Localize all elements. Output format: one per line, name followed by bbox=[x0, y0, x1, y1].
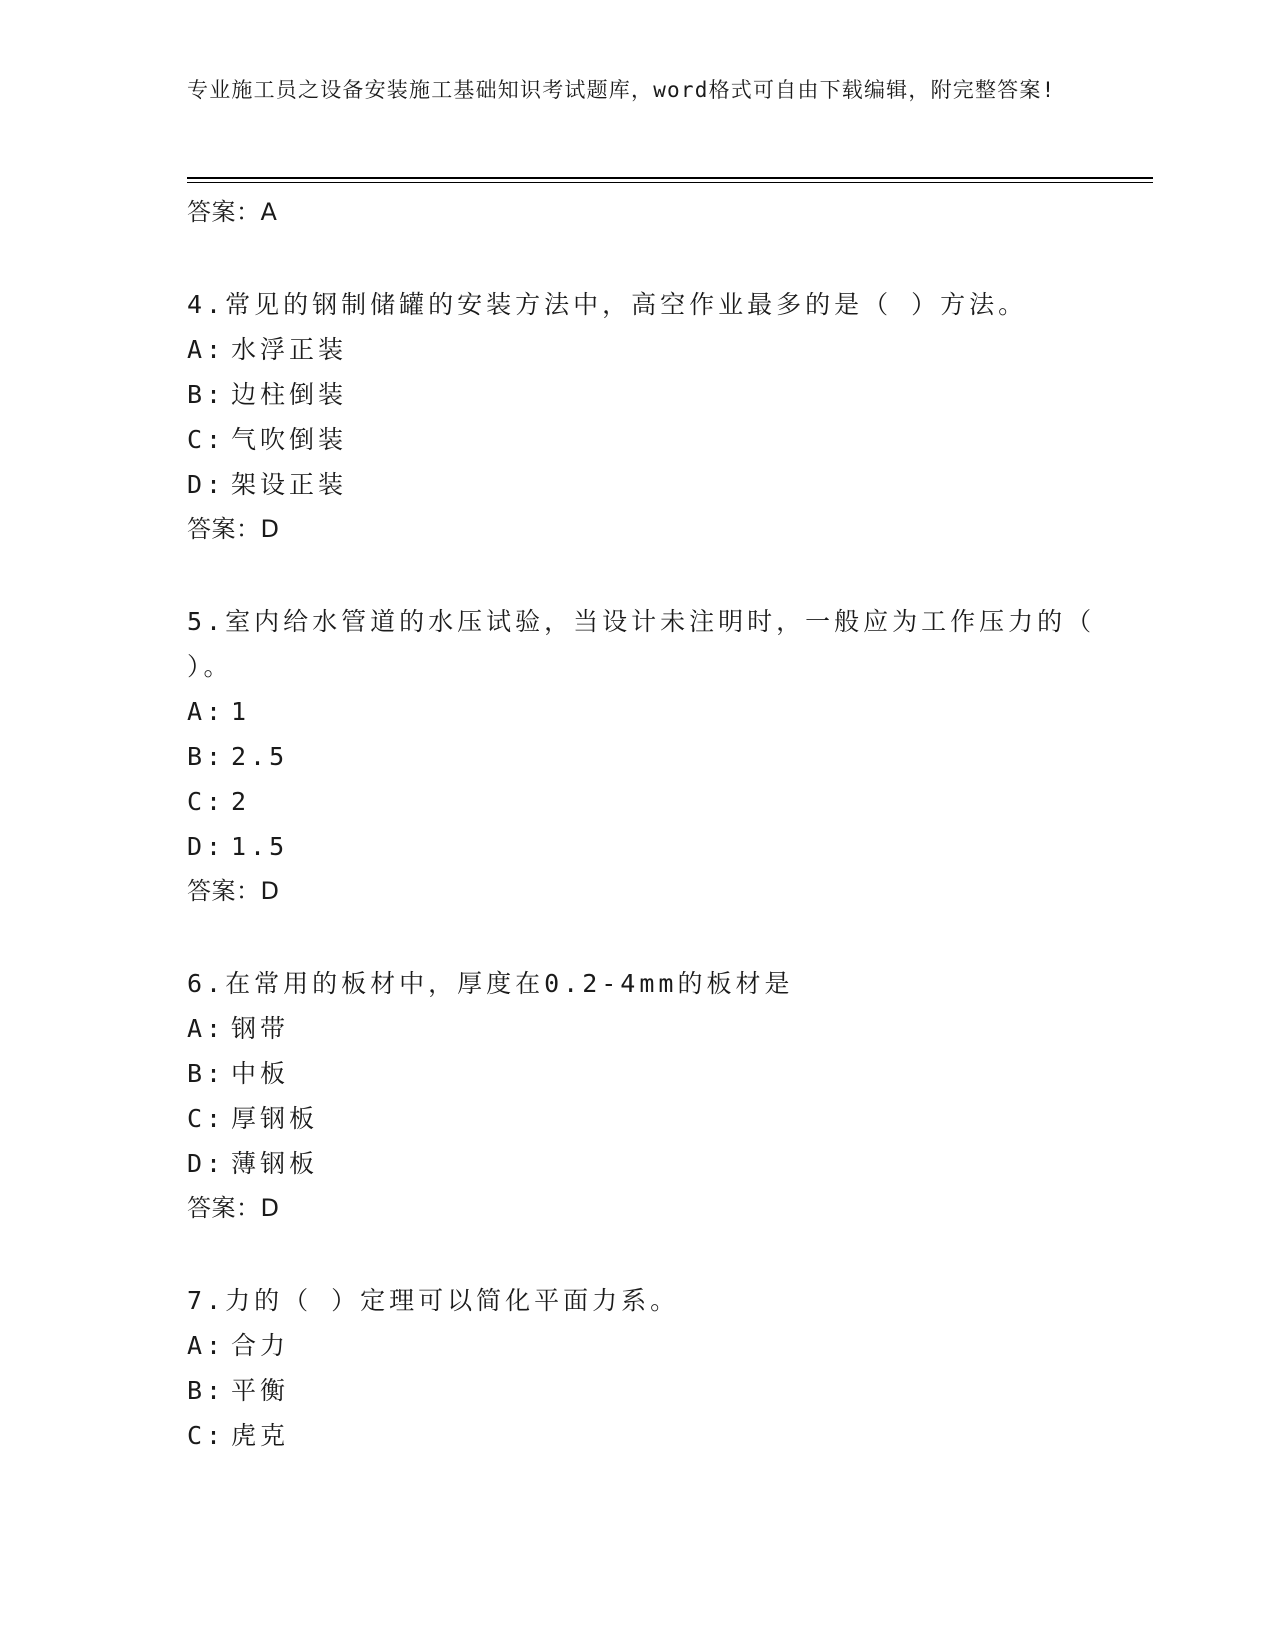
option-a bbox=[187, 327, 1127, 372]
option-a bbox=[187, 689, 1127, 734]
option-b bbox=[187, 1051, 1127, 1096]
question-text: 6.在常用的板材中，厚度在0.2-4mm的板材是 bbox=[187, 969, 794, 998]
answer-line: 答案：A bbox=[187, 198, 278, 226]
option-label: 1 bbox=[231, 697, 251, 726]
option-key: B: bbox=[187, 1059, 226, 1088]
option-label: 厚钢板 bbox=[231, 1104, 319, 1133]
answer-line: 答案：D bbox=[187, 1194, 280, 1222]
option-key: A: bbox=[187, 1014, 226, 1043]
option-key: D: bbox=[187, 470, 226, 499]
document-header: 专业施工员之设备安装施工基础知识考试题库，word格式可自由下载编辑，附完整答案! bbox=[187, 78, 1056, 102]
option-b bbox=[187, 1368, 1127, 1413]
option-d bbox=[187, 462, 1127, 507]
option-key: B: bbox=[187, 1376, 226, 1405]
option-key: A: bbox=[187, 697, 226, 726]
option-d bbox=[187, 1141, 1127, 1186]
option-key: B: bbox=[187, 380, 226, 409]
option-key: A: bbox=[187, 335, 226, 364]
option-label: 2 bbox=[231, 787, 251, 816]
option-label: 平衡 bbox=[231, 1376, 290, 1405]
option-label: 架设正装 bbox=[231, 470, 348, 499]
option-key: D: bbox=[187, 832, 226, 861]
question-block bbox=[187, 599, 1127, 914]
option-c bbox=[187, 1413, 1127, 1458]
option-label: 水浮正装 bbox=[231, 335, 348, 364]
option-c bbox=[187, 1096, 1127, 1141]
answer-line: 答案：D bbox=[187, 877, 280, 905]
option-c bbox=[187, 779, 1127, 824]
option-key: D: bbox=[187, 1149, 226, 1178]
option-label: 气吹倒装 bbox=[231, 425, 348, 454]
header-divider-thin bbox=[187, 182, 1153, 183]
option-b bbox=[187, 372, 1127, 417]
question-block bbox=[187, 1278, 1127, 1458]
option-key: A: bbox=[187, 1331, 226, 1360]
option-key: C: bbox=[187, 787, 226, 816]
answer-line: 答案：D bbox=[187, 515, 280, 543]
option-label: 钢带 bbox=[231, 1014, 290, 1043]
question-list bbox=[187, 190, 1127, 1458]
question-block bbox=[187, 961, 1127, 1231]
question-text: 5.室内给水管道的水压试验，当设计未注明时，一般应为工作压力的（ ）。 bbox=[187, 607, 1096, 681]
option-label: 薄钢板 bbox=[231, 1149, 319, 1178]
question-block bbox=[187, 282, 1127, 552]
option-label: 边柱倒装 bbox=[231, 380, 348, 409]
option-label: 2.5 bbox=[231, 742, 289, 771]
option-c bbox=[187, 417, 1127, 462]
option-a bbox=[187, 1006, 1127, 1051]
header-divider-thick bbox=[187, 177, 1153, 179]
option-b bbox=[187, 734, 1127, 779]
option-label: 虎克 bbox=[231, 1421, 290, 1450]
option-key: C: bbox=[187, 425, 226, 454]
option-key: C: bbox=[187, 1104, 226, 1133]
question-text: 4.常见的钢制储罐的安装方法中，高空作业最多的是（ ）方法。 bbox=[187, 290, 1028, 319]
option-label: 中板 bbox=[231, 1059, 290, 1088]
option-key: B: bbox=[187, 742, 226, 771]
option-a bbox=[187, 1323, 1127, 1368]
option-label: 1.5 bbox=[231, 832, 289, 861]
question-text: 7.力的（ ）定理可以简化平面力系。 bbox=[187, 1286, 680, 1315]
option-d bbox=[187, 824, 1127, 869]
option-key: C: bbox=[187, 1421, 226, 1450]
option-label: 合力 bbox=[231, 1331, 290, 1360]
